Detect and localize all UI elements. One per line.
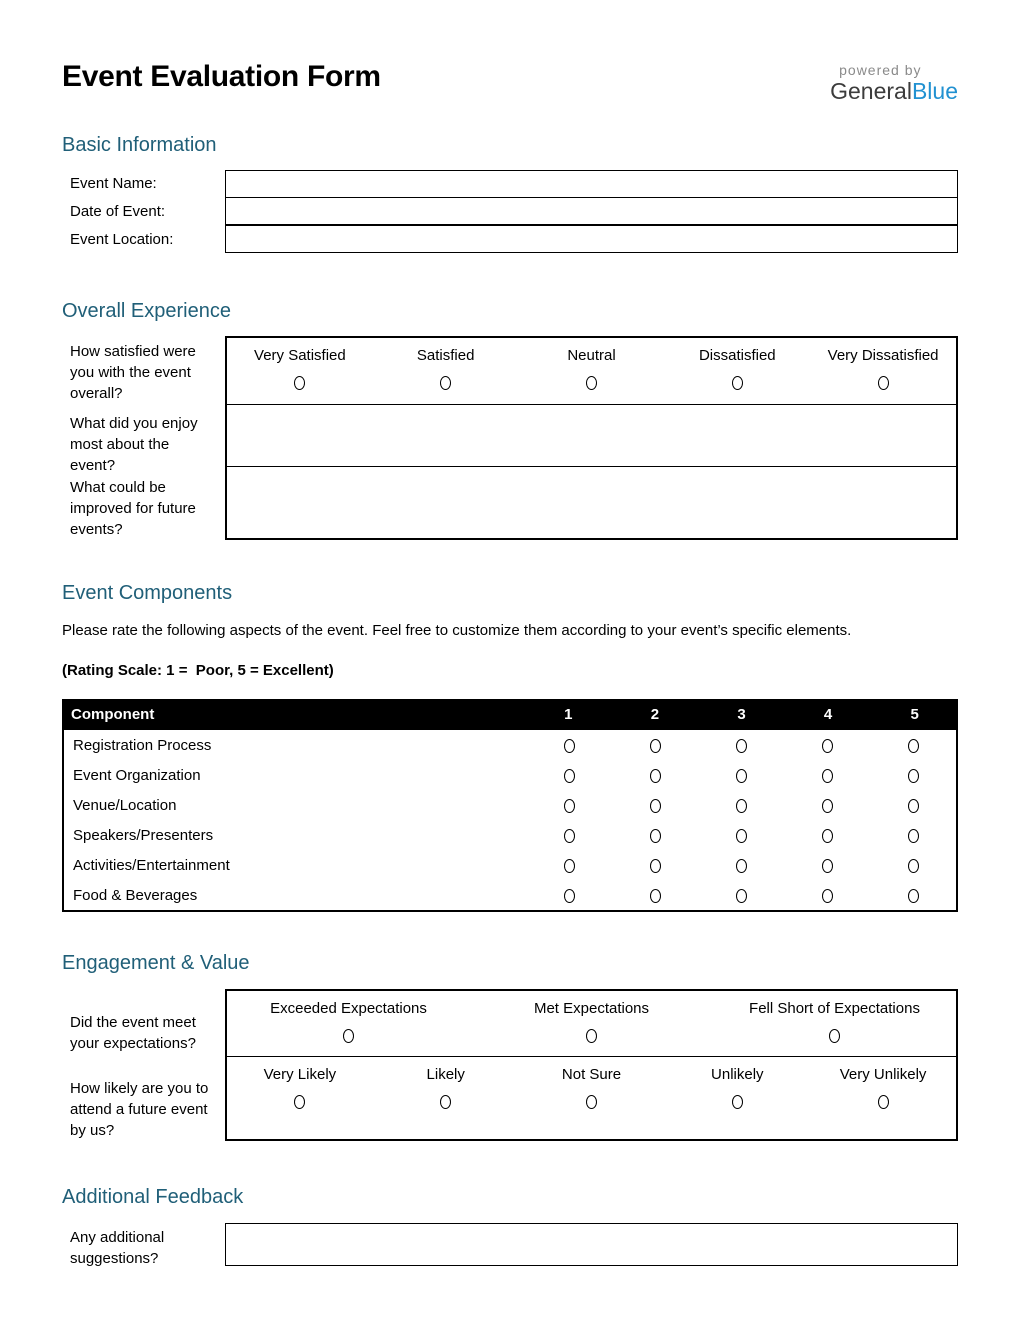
rating-header-1: 1 bbox=[564, 706, 573, 723]
registration-process-rating-3-radio[interactable] bbox=[736, 739, 747, 753]
exceeded-expectations-radio[interactable] bbox=[343, 1029, 354, 1043]
very-dissatisfied-radio[interactable] bbox=[878, 376, 889, 390]
likely-label: Likely bbox=[426, 1066, 465, 1083]
option-very-satisfied bbox=[227, 338, 373, 404]
option-unlikely bbox=[664, 1057, 810, 1120]
event-organization-rating-2-radio[interactable] bbox=[650, 769, 661, 783]
very-likely-label: Very Likely bbox=[263, 1066, 337, 1083]
component-name: Food & Beverages bbox=[73, 886, 198, 904]
components-table-body bbox=[62, 730, 958, 912]
venue-location-rating-1-radio[interactable] bbox=[564, 799, 575, 813]
brand-blue-text: Blue bbox=[911, 78, 958, 104]
section-heading-event-components: Event Components bbox=[62, 582, 233, 604]
rating-header-4: 4 bbox=[823, 706, 833, 723]
improve-future-input[interactable] bbox=[227, 466, 956, 528]
option-exceeded-expectations bbox=[227, 991, 470, 1056]
met-expectations-label: Met Expectations bbox=[533, 1000, 650, 1017]
fell-short-of-expectations-label: Fell Short of Expectations bbox=[749, 1000, 920, 1017]
activities-entertainment-rating-2-radio[interactable] bbox=[650, 859, 661, 873]
field-row-date-of-event bbox=[62, 198, 958, 226]
event-components-description: Please rate the following aspects of the event. Feel free to customize them according to your event’s specific elements. bbox=[62, 622, 852, 639]
not-sure-radio[interactable] bbox=[586, 1095, 597, 1109]
dissatisfied-label: Dissatisfied bbox=[698, 347, 776, 364]
section-heading-additional-feedback: Additional Feedback bbox=[62, 1186, 244, 1208]
component-name: Event Organization bbox=[73, 766, 201, 784]
satisfaction-question-label: How satisfied were you with the event overall? bbox=[70, 343, 196, 402]
option-fell-short-of-expectations bbox=[713, 991, 956, 1056]
field-row-event-name bbox=[62, 170, 958, 198]
basic-information-fields bbox=[62, 170, 958, 254]
dissatisfied-radio[interactable] bbox=[732, 376, 743, 390]
fell-short-of-expectations-radio[interactable] bbox=[829, 1029, 840, 1043]
rating-header-5: 5 bbox=[910, 706, 919, 723]
improve-question-label: What could be improved for future events? bbox=[70, 479, 196, 538]
speakers-presenters-rating-3-radio[interactable] bbox=[736, 829, 747, 843]
event-organization-rating-3-radio[interactable] bbox=[736, 769, 747, 783]
event-organization-rating-4-radio[interactable] bbox=[822, 769, 833, 783]
suggestions-question-label: Any additional suggestions? bbox=[70, 1229, 165, 1267]
rating-scale-note: (Rating Scale: 1 = Poor, 5 = Excellent) bbox=[62, 662, 334, 679]
overall-experience-labels bbox=[62, 336, 225, 540]
speakers-presenters-rating-5-radio[interactable] bbox=[908, 829, 919, 843]
registration-process-rating-5-radio[interactable] bbox=[908, 739, 919, 753]
overall-experience-block bbox=[62, 336, 958, 540]
component-name: Venue/Location bbox=[73, 796, 177, 814]
event-location-input[interactable] bbox=[225, 225, 958, 253]
event-organization-rating-1-radio[interactable] bbox=[564, 769, 575, 783]
very-dissatisfied-label: Very Dissatisfied bbox=[827, 347, 939, 364]
satisfied-radio[interactable] bbox=[440, 376, 451, 390]
component-row-food-beverages bbox=[64, 880, 956, 910]
component-row-venue-location bbox=[64, 790, 956, 820]
page-title: Event Evaluation Form bbox=[62, 60, 381, 93]
food-beverages-rating-5-radio[interactable] bbox=[908, 889, 919, 903]
date-of-event-input[interactable] bbox=[225, 197, 958, 225]
event-name-input[interactable] bbox=[225, 170, 958, 198]
section-heading-overall-experience: Overall Experience bbox=[62, 300, 231, 322]
very-satisfied-radio[interactable] bbox=[294, 376, 305, 390]
engagement-value-block bbox=[62, 989, 958, 1141]
unlikely-label: Unlikely bbox=[711, 1066, 764, 1083]
food-beverages-rating-4-radio[interactable] bbox=[822, 889, 833, 903]
food-beverages-rating-2-radio[interactable] bbox=[650, 889, 661, 903]
option-very-unlikely bbox=[810, 1057, 956, 1120]
speakers-presenters-rating-1-radio[interactable] bbox=[564, 829, 575, 843]
suggestions-input[interactable] bbox=[225, 1223, 958, 1266]
powered-by-label: powered by bbox=[839, 62, 922, 78]
likely-radio[interactable] bbox=[440, 1095, 451, 1109]
exceeded-expectations-label: Exceeded Expectations bbox=[270, 1000, 427, 1017]
future-attendance-options-row bbox=[227, 1056, 956, 1120]
unlikely-radio[interactable] bbox=[732, 1095, 743, 1109]
neutral-radio[interactable] bbox=[586, 376, 597, 390]
speakers-presenters-rating-4-radio[interactable] bbox=[822, 829, 833, 843]
enjoy-question-label: What did you enjoy most about the event? bbox=[70, 415, 198, 474]
component-name: Registration Process bbox=[73, 736, 212, 754]
option-very-dissatisfied bbox=[810, 338, 956, 404]
speakers-presenters-rating-2-radio[interactable] bbox=[650, 829, 661, 843]
brand-name bbox=[830, 78, 958, 104]
enjoy-most-input[interactable] bbox=[227, 404, 956, 466]
registration-process-rating-4-radio[interactable] bbox=[822, 739, 833, 753]
met-expectations-radio[interactable] bbox=[586, 1029, 597, 1043]
event-name-label: Event Name: bbox=[70, 175, 157, 192]
engagement-value-table bbox=[225, 989, 958, 1141]
very-unlikely-label: Very Unlikely bbox=[839, 1066, 927, 1083]
event-location-label: Event Location: bbox=[70, 231, 174, 248]
activities-entertainment-rating-3-radio[interactable] bbox=[736, 859, 747, 873]
date-of-event-label: Date of Event: bbox=[70, 203, 166, 220]
registration-process-rating-2-radio[interactable] bbox=[650, 739, 661, 753]
section-heading-engagement-value: Engagement & Value bbox=[62, 952, 250, 974]
component-name: Activities/Entertainment bbox=[73, 856, 230, 874]
satisfaction-options-row bbox=[227, 338, 956, 404]
future-attendance-question-label: How likely are you to attend a future event by us? bbox=[70, 1080, 209, 1139]
section-heading-basic-information: Basic Information bbox=[62, 134, 217, 156]
component-row-event-organization bbox=[64, 760, 956, 790]
food-beverages-rating-3-radio[interactable] bbox=[736, 889, 747, 903]
overall-experience-table bbox=[225, 336, 958, 540]
general-blue-logo bbox=[830, 60, 958, 104]
component-row-registration-process bbox=[64, 730, 956, 760]
brand-general-text: General bbox=[830, 78, 912, 104]
rating-header-3: 3 bbox=[737, 706, 746, 723]
option-not-sure bbox=[519, 1057, 665, 1120]
venue-location-rating-2-radio[interactable] bbox=[650, 799, 661, 813]
field-row-event-location bbox=[62, 226, 958, 254]
activities-entertainment-rating-4-radio[interactable] bbox=[822, 859, 833, 873]
venue-location-rating-5-radio[interactable] bbox=[908, 799, 919, 813]
additional-feedback-block bbox=[62, 1223, 958, 1269]
expectations-options-row bbox=[227, 991, 956, 1056]
satisfied-label: Satisfied bbox=[416, 347, 475, 364]
not-sure-label: Not Sure bbox=[561, 1066, 622, 1083]
expectations-question-label: Did the event meet your expectations? bbox=[70, 1014, 196, 1052]
food-beverages-rating-1-radio[interactable] bbox=[564, 889, 575, 903]
very-unlikely-radio[interactable] bbox=[878, 1095, 889, 1109]
rating-header-2: 2 bbox=[650, 706, 660, 723]
components-table-header bbox=[62, 699, 958, 730]
neutral-label: Neutral bbox=[567, 347, 616, 364]
very-likely-radio[interactable] bbox=[294, 1095, 305, 1109]
option-met-expectations bbox=[470, 991, 713, 1056]
option-likely bbox=[373, 1057, 519, 1120]
header bbox=[62, 0, 958, 104]
registration-process-rating-1-radio[interactable] bbox=[564, 739, 575, 753]
option-neutral bbox=[519, 338, 665, 404]
component-name: Speakers/Presenters bbox=[73, 826, 214, 844]
option-very-likely bbox=[227, 1057, 373, 1120]
activities-entertainment-rating-5-radio[interactable] bbox=[908, 859, 919, 873]
option-dissatisfied bbox=[664, 338, 810, 404]
engagement-value-labels bbox=[62, 989, 225, 1141]
component-row-activities-entertainment bbox=[64, 850, 956, 880]
event-components-table bbox=[62, 699, 958, 912]
component-row-speakers-presenters bbox=[64, 820, 956, 850]
component-column-header: Component bbox=[71, 706, 155, 723]
venue-location-rating-4-radio[interactable] bbox=[822, 799, 833, 813]
event-organization-rating-5-radio[interactable] bbox=[908, 769, 919, 783]
option-satisfied bbox=[373, 338, 519, 404]
activities-entertainment-rating-1-radio[interactable] bbox=[564, 859, 575, 873]
very-satisfied-label: Very Satisfied bbox=[254, 347, 346, 364]
venue-location-rating-3-radio[interactable] bbox=[736, 799, 747, 813]
